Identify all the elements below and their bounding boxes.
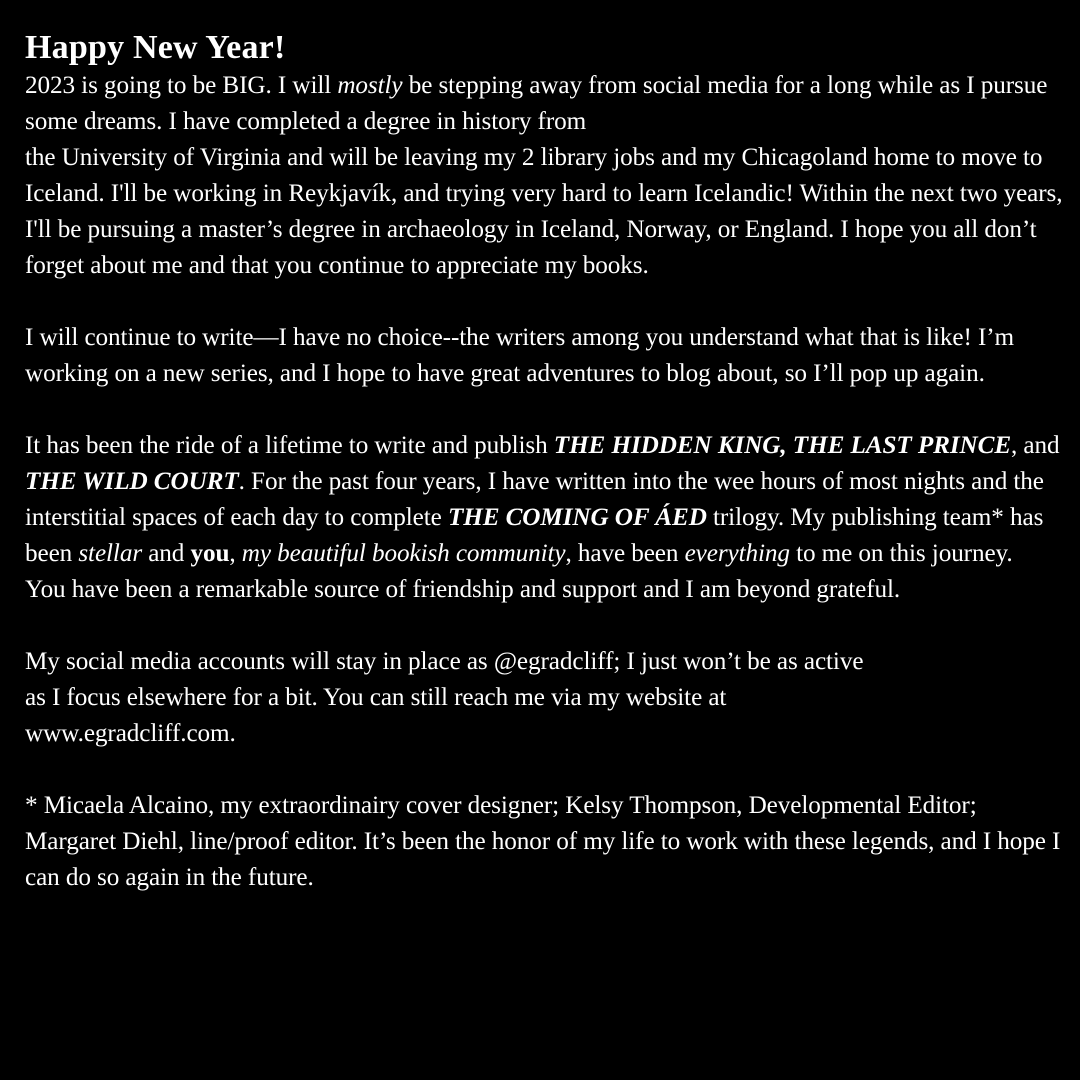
emphasis-everything: everything: [684, 540, 790, 567]
paragraph-spacer: [25, 284, 1065, 320]
emphasis-mostly: mostly: [337, 72, 403, 99]
p3-text-b: , and: [1011, 432, 1060, 459]
website-url: www.egradcliff.com.: [25, 720, 236, 747]
p1-text-b: be stepping away from social media for a long while as I pursue some dreams. I have completed a degree in history from: [25, 72, 1048, 135]
announcement-post: [25, 28, 1065, 896]
emphasis-community: my beautiful bookish community: [241, 540, 566, 567]
emphasis-you: you: [190, 540, 230, 567]
p3-text-h: to me on this journey.: [789, 540, 1013, 567]
book-title-hidden-king: THE HIDDEN KING, THE LAST PRINCE: [553, 432, 1012, 459]
paragraph-gratitude: [25, 428, 1065, 608]
p3-text-f: ,: [229, 540, 242, 567]
p3-text-e: and: [142, 540, 191, 567]
p1-text-a: 2023 is going to be BIG. I will: [25, 72, 338, 99]
post-title: Happy New Year!: [25, 29, 286, 66]
paragraph-spacer: [25, 752, 1065, 788]
emphasis-stellar: stellar: [78, 540, 143, 567]
paragraph-social-media: [25, 644, 1065, 752]
p3-text-c: . For the past four years, I have written into the wee hours of most nights and the interstitial spaces of each day to complete: [25, 468, 1044, 531]
p3-text-d: trilogy. My publishing team* has been: [25, 504, 1044, 567]
paragraph-moving-to-iceland: [25, 68, 1065, 284]
paragraph-footnote-credits: * Micaela Alcaino, my extraordinairy cover designer; Kelsy Thompson, Developmental Editor; Margaret Diehl, line/proof editor. It’s been the honor of my life to work with these legends, and I hope I can do so again in the future.: [25, 792, 1061, 891]
p3-text-g: , have been: [565, 540, 685, 567]
trilogy-title: THE COMING OF ÁED: [447, 504, 707, 531]
paragraph-spacer: [25, 392, 1065, 428]
p1-text-c: the University of Virginia and will be leaving my 2 library jobs and my Chicagoland home to move to Iceland. I'll be working in Reykjavík, and trying very hard to learn Icelandic! Within the next two years, I'll be pursuing a master’s degree in archaeology in Iceland, Norway, or England. I hope you all don’t forget about me and that you continue to appreciate my books.: [25, 144, 1063, 279]
p4-line-a: My social media accounts will stay in place as @egradcliff; I just won’t be as active: [25, 648, 864, 675]
paragraph-continue-writing: I will continue to write—I have no choice--the writers among you understand what that is like! I’m working on a new series, and I hope to have great adventures to blog about, so I’ll pop up again.: [25, 324, 1015, 387]
p3-text-i: You have been a remarkable source of friendship and support and I am beyond grateful.: [25, 576, 901, 603]
paragraph-spacer: [25, 608, 1065, 644]
p3-text-a: It has been the ride of a lifetime to write and publish: [25, 432, 554, 459]
book-title-wild-court: THE WILD COURT: [25, 468, 239, 495]
p4-line-b: as I focus elsewhere for a bit. You can still reach me via my website at: [25, 684, 727, 711]
